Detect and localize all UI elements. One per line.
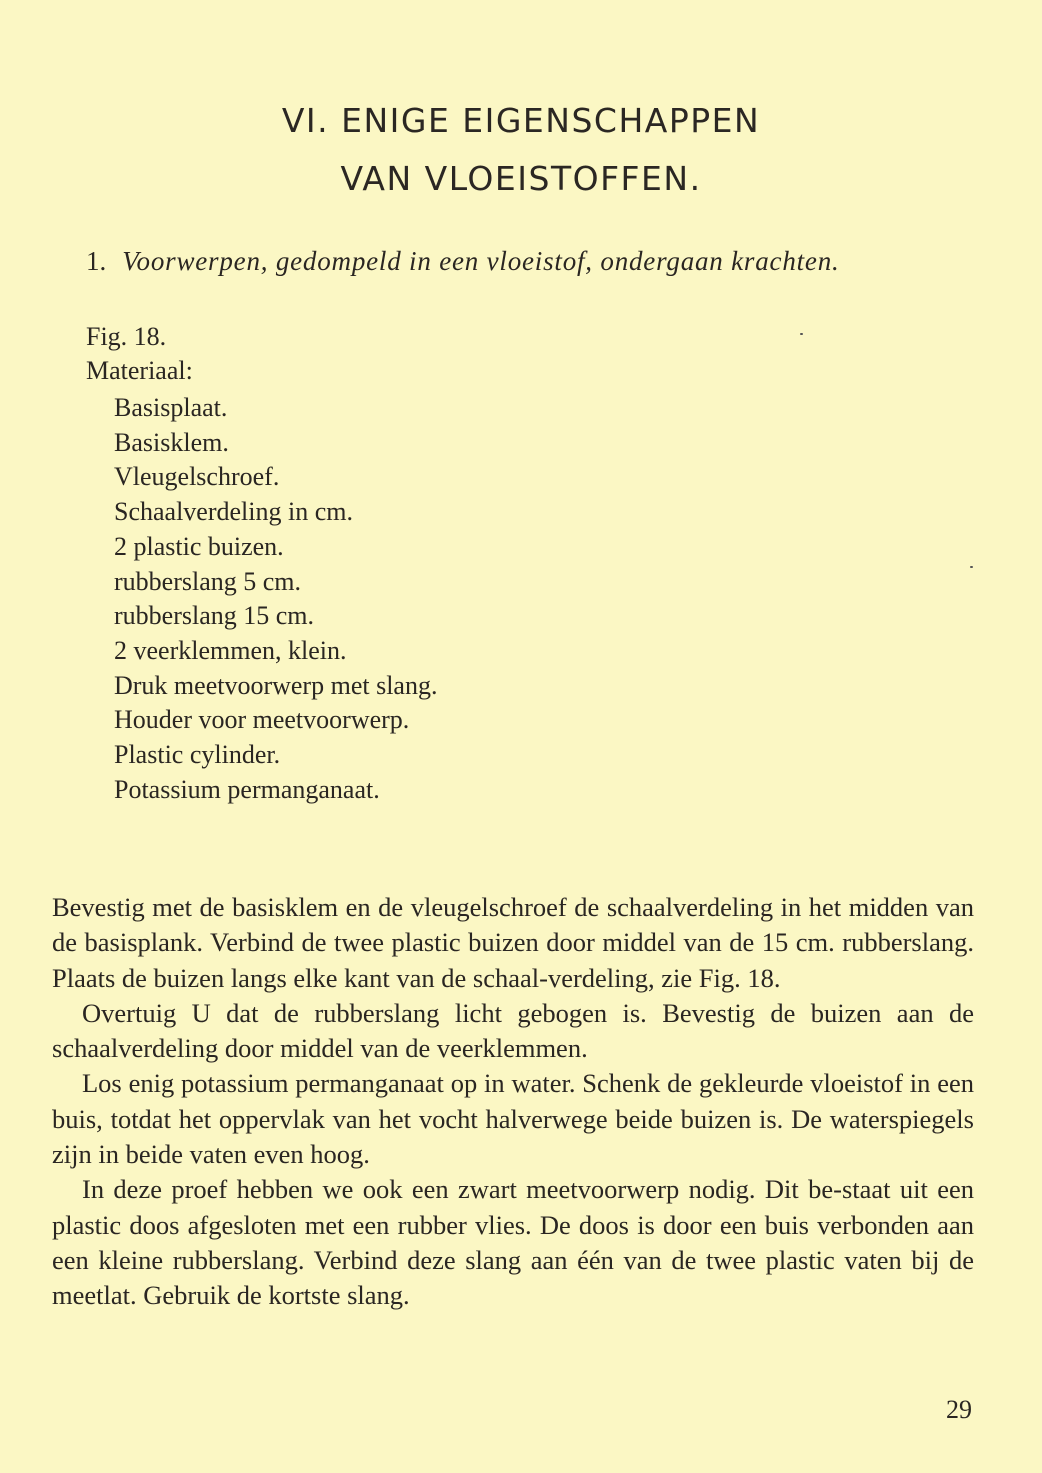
list-item: Houder voor meetvoorwerp.	[114, 705, 410, 735]
section-number: 1.	[86, 246, 107, 276]
list-item: Basisplaat.	[114, 393, 228, 422]
paragraph: In deze proef hebben we ook een zwart meetvoorwerp nodig. Dit be-staat uit een plastic doos afgesloten met een rubber vlies. De doos is door een buis verbonden aan een kleine rubberslang. Verbind deze slang aan één van de twee plastic vaten bij de meetlat. Gebruik de kortste slang.	[52, 1174, 974, 1311]
paragraph: Bevestig met de basisklem en de vleugelschroef de schaalverdeling in het midden van de basisplank. Verbind de twee plastic buizen door middel van de 15 cm. rubberslang. Plaats de buizen langs elke kant van de schaal-verdeling, zie Fig. 18.	[52, 892, 974, 993]
list-item: rubberslang 5 cm.	[114, 566, 302, 596]
paragraph: Los enig potassium permanganaat op in water. Schenk de gekleurde vloeistof in een buis, totdat het oppervlak van het vocht halverwege beide buizen is. De waterspiegels zijn in beide vaten even hoog.	[52, 1068, 974, 1170]
list-item: Plastic cylinder.	[114, 740, 281, 770]
section-heading	[86, 246, 840, 277]
list-item: Druk meetvoorwerp met slang.	[114, 670, 438, 700]
section-title: Voorwerpen, gedompeld in een vloeistof, ondergaan krachten.	[122, 246, 840, 276]
print-speck	[800, 333, 803, 335]
list-item: 2 plastic buizen.	[114, 531, 284, 561]
list-item: 2 veerklemmen, klein.	[114, 635, 347, 665]
list-item: Vleugelschroef.	[114, 462, 280, 492]
print-speck	[970, 566, 973, 568]
materials-label: Materiaal:	[86, 356, 193, 385]
list-item: rubberslang 15 cm.	[114, 601, 315, 631]
materials-list	[114, 391, 437, 807]
chapter-title-line-1: VI. ENIGE EIGENSCHAPPEN	[281, 101, 761, 140]
paragraph: Overtuig U dat de rubberslang licht gebogen is. Bevestig de buizen aan de schaalverdeling door middel van de veerklemmen.	[52, 997, 974, 1064]
chapter-title	[0, 92, 1042, 208]
list-item: Basisklem.	[114, 427, 229, 457]
list-item: Potassium permanganaat.	[114, 774, 380, 804]
list-item: Schaalverdeling in cm.	[114, 497, 353, 527]
page-number: 29	[946, 1395, 972, 1424]
body-text	[52, 890, 974, 1314]
figure-reference: Fig. 18.	[86, 322, 167, 351]
chapter-title-line-2: VAN VLOEISTOFFEN.	[340, 159, 702, 198]
